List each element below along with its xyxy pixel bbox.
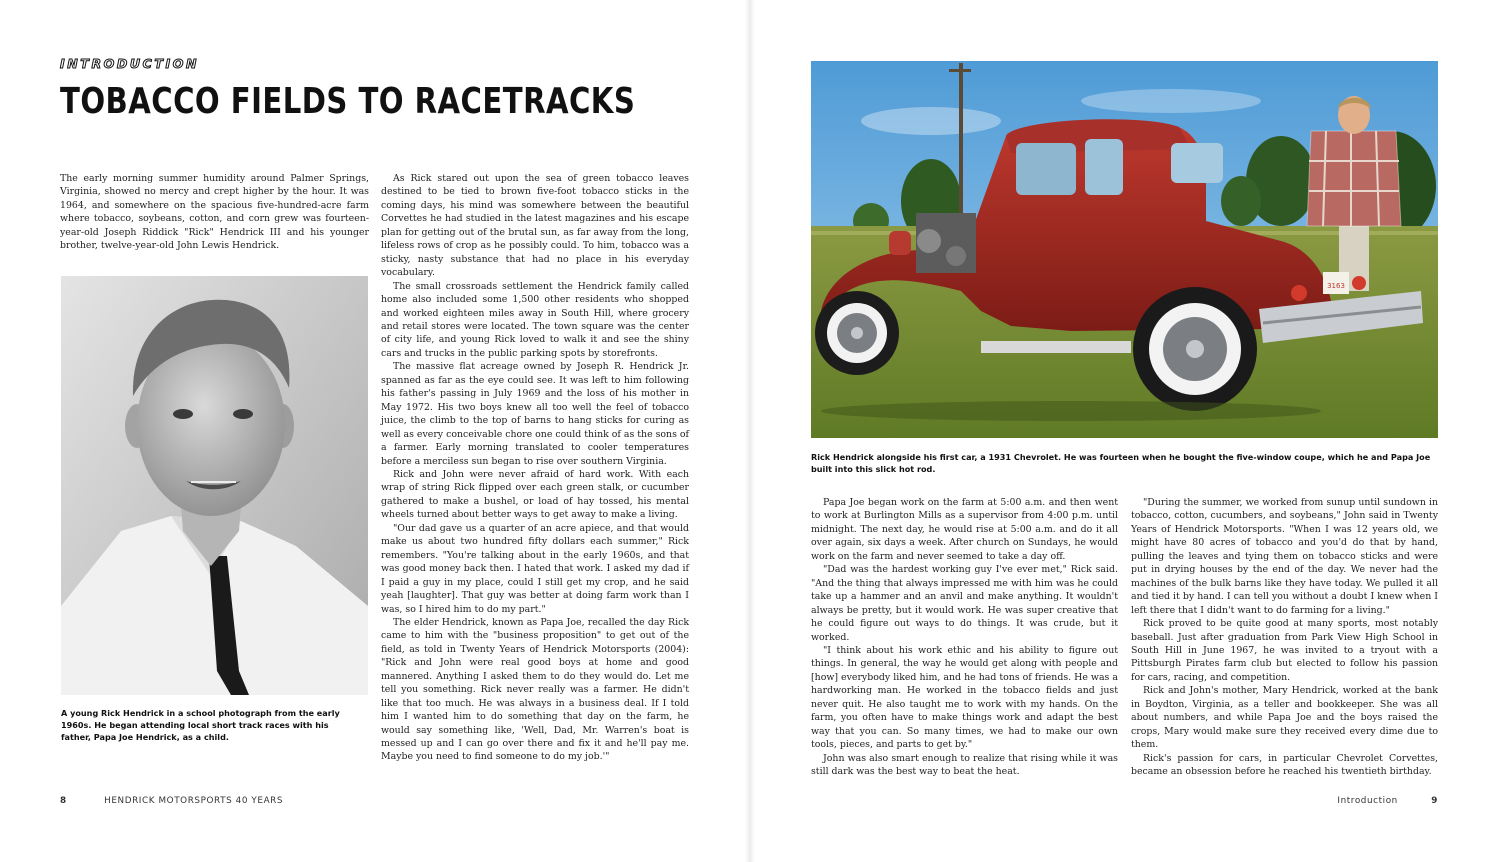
body-paragraph: "Dad was the hardest working guy I've ever met," Rick said. "And the thing that always impressed me with him was he could take up a hammer and an anvil and make anything. It wouldn't always be pretty, but it would work. He was super creative that he could figure out ways to do things. It was crude, but it worked. <box>811 564 1118 643</box>
body-paragraph: John was also smart enough to realize that rising while it was still dark was the best way to beat the heat. <box>811 752 1118 778</box>
left-text-column <box>381 172 689 764</box>
section-kicker: INTRODUCTION <box>60 56 200 71</box>
right-text-column-2 <box>1131 496 1438 779</box>
hot-rod-caption: Rick Hendrick alongside his first car, a 1931 Chevrolet. He was fourteen when he bought the five-window coupe, which he and Papa Joe built into this slick hot rod. <box>811 452 1431 474</box>
body-paragraph: The small crossroads settlement the Hendrick family called home also included some 1,500 other residents who shopped and worked eighteen miles away in South Hill, where grocery and retail stores were located. The town square was the center of city life, and young Rick loved to walk it and see the shiny cars and trucks in the public parking spots by storefronts. <box>381 280 689 359</box>
body-paragraph: "During the summer, we worked from sunup until sundown in tobacco, cotton, cucumbers, and soybeans," John said in Twenty Years of Hendrick Motorsports. "When I was 12 years old, we might have 80 acres of tobacco and you'd do that by hand, pulling the leaves and tying them on tobacco sticks and were put in drying houses by the end of the day. We never had the machines of the bulk barns like they have today. We pulled it all and tied it by hand. I can tell you without a doubt I knew when I left there that I didn't want to do farming for a living." <box>1131 497 1438 616</box>
chapter-title: TOBACCO FIELDS TO RACETRACKS <box>60 81 636 122</box>
body-paragraph: "Our dad gave us a quarter of an acre apiece, and that would make us about two hundred fifty dollars each summer," Rick remembers. "You're talking about in the early 1960s, and that was good money back then. I hated that work. I asked my dad if I paid a guy in my place, could I still get my crop, and he said yeah [laughter]. That guy was better at doing farm work than I was, so I hired him to do my part." <box>381 522 689 615</box>
body-paragraph: As Rick stared out upon the sea of green tobacco leaves destined to be tied to brown five-foot tobacco sticks in the coming days, his mind was somewhere between the beautiful Corvettes he had studied in the latest magazines and his escape plan for getting out of the brutal sun, as far away from the long, lifeless rows of crop as he possibly could. To him, tobacco was a sticky, nasty substance that had no place in his everyday vocabulary. <box>381 173 689 279</box>
right-text-column-1 <box>811 496 1118 779</box>
body-paragraph: Rick and John's mother, Mary Hendrick, worked at the bank in Boydton, Virginia, as a teller and bookkeeper. She was all about numbers, and while Papa Joe and the boys raised the crops, Mary would make sure they received every dime due to them. <box>1131 685 1438 751</box>
body-paragraph: Rick proved to be quite good at many sports, most notably baseball. Just after graduation from Park View High School in South Hill in June 1967, he was invited to a tryout with a Pittsburgh Pirates farm club but elected to follow his passion for cars, racing, and competition. <box>1131 618 1438 683</box>
running-title: HENDRICK MOTORSPORTS 40 YEARS <box>104 796 284 806</box>
page-number: 8 <box>60 796 67 806</box>
hot-rod-photo <box>811 61 1438 438</box>
school-portrait-photo <box>61 276 368 695</box>
portrait-caption: A young Rick Hendrick in a school photograph from the early 1960s. He began attending local short track races with his father, Papa Joe Hendrick, as a child. <box>61 708 340 742</box>
body-paragraph: Rick and John were never afraid of hard work. With each wrap of string Rick flipped over each green stalk, or cucumber gathered to make a bushel, or load of hay tossed, his mental wheels turned about better ways to get away to make a living. <box>381 468 689 521</box>
body-paragraph: The elder Hendrick, known as Papa Joe, recalled the day Rick came to him with the "business proposition" to get out of the field, as told in Twenty Years of Hendrick Motorsports (2004): "Rick and John were real good boys at home and good mannered. Anything I asked them to do they would do. Let me tell you something. Rick never really was a farmer. He didn't like that too much. He was always in a business deal. If I told him I wanted him to do something that day on the farm, he would say something like, 'Well, Dad, Mr. Warren's boat is messed up and I can go over there and fix it and he'll pay me. Maybe you need to find someone to do my job.'" <box>381 616 689 763</box>
page-number: 9 <box>1431 796 1438 806</box>
body-paragraph: Rick's passion for cars, in particular Chevrolet Corvettes, became an obsession before he reached his twentieth birthday. <box>1131 752 1438 778</box>
body-paragraph: Papa Joe began work on the farm at 5:00 a.m. and then went to work at Burlington Mills as a supervisor from 4:00 p.m. until midnight. The next day, he would rise at 5:00 a.m. and do it all over again, six days a week. After church on Sundays, he would work on the farm and never seemed to take a day off. <box>811 497 1118 562</box>
intro-paragraph: The early morning summer humidity around Palmer Springs, Virginia, showed no mercy and crept higher by the hour. It was 1964, and somewhere on the spacious five-hundred-acre farm where tobacco, soybeans, cotton, and corn grew was fourteen-year-old Joseph Riddick "Rick" Hendrick III and his younger brother, twelve-year-old John Lewis Hendrick. <box>60 173 369 252</box>
intro-column <box>60 172 369 253</box>
body-paragraph: The massive flat acreage owned by Joseph R. Hendrick Jr. spanned as far as the eye could see. It was left to him following his father's passing in July 1969 and the loss of his mother in May 1972. His two boys knew all too well the feel of tobacco juice, the climb to the top of barns to hang sticks for curing as well as every conceivable chore one could think of as the sons of a farmer. Early morning translated to cooler temperatures before a merciless sun began to rise over southern Virginia. <box>381 361 689 467</box>
body-paragraph: "I think about his work ethic and his ability to figure out things. In general, the way he would get along with people and [how] everybody liked him, and he had tons of friends. He was a hardworking man. He worked in the tobacco fields and just never quit. He also taught me to work with my hands. On the farm, you often have to make things work and adapt the best way that you can. So many times, we had to make our own tools, pieces, and parts to get by." <box>811 644 1118 751</box>
right-folio <box>1337 796 1438 806</box>
license-plate: 3163 <box>1327 282 1345 290</box>
left-folio <box>60 796 283 806</box>
book-gutter <box>745 0 755 862</box>
running-title: Introduction <box>1337 796 1398 806</box>
